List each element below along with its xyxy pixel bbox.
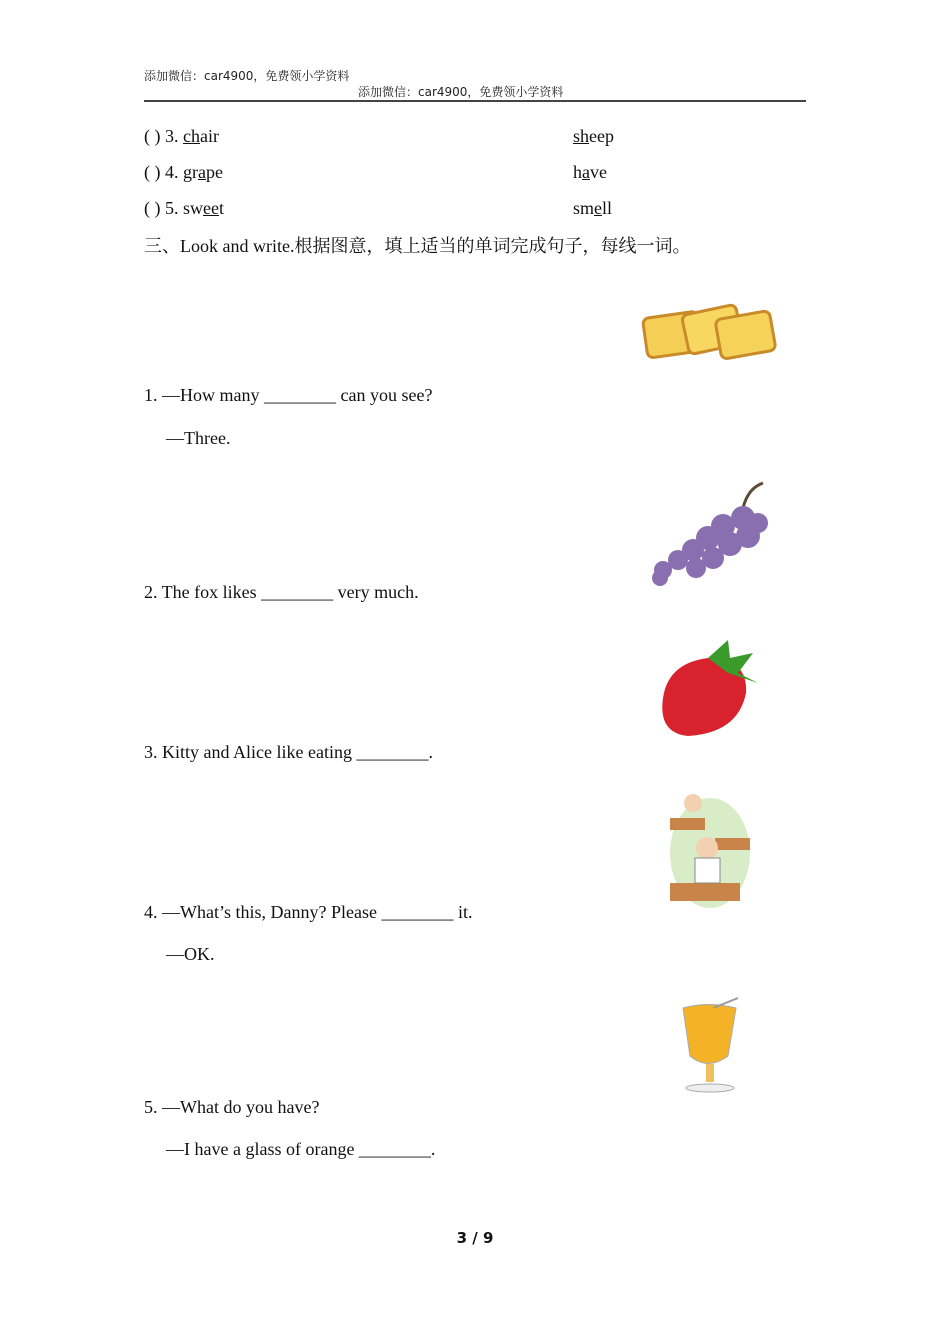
question-1: 1. —How many ________ can you see? [144, 385, 433, 405]
word-underlined: a [582, 162, 590, 182]
word-post: t [219, 198, 225, 218]
matching-item-4 [144, 162, 223, 183]
watermark-1: 添加微信：car4900，免费领小学资料 [144, 69, 350, 83]
students-writing-image [665, 788, 755, 913]
question-3: 3. Kitty and Alice like eating ________. [144, 742, 433, 762]
word-underlined: a [198, 162, 206, 182]
question-4: 4. —What’s this, Danny? Please ________ it. [144, 902, 473, 922]
juice-glass-image [678, 996, 743, 1094]
word-post: ve [590, 162, 607, 182]
word-post: ll [602, 198, 613, 218]
word-underlined: ch [183, 126, 200, 146]
word-pre: gr [183, 162, 198, 182]
matching-option-5 [573, 198, 612, 219]
word-underlined: sh [573, 126, 590, 146]
word-pre: sw [183, 198, 204, 218]
word-underlined: e [594, 198, 603, 218]
question-5: 5. —What do you have? [144, 1097, 320, 1117]
watermark-2: 添加微信：car4900，免费领小学资料 [358, 85, 564, 99]
word-post: air [200, 126, 219, 146]
word-post: eep [589, 126, 614, 146]
item-prefix: ( ) 5. [144, 198, 183, 218]
matching-item-3 [144, 126, 219, 147]
matching-option-3 [573, 126, 614, 147]
grapes-image [648, 478, 778, 586]
matching-item-5 [144, 198, 224, 219]
answer-4: —OK. [166, 944, 215, 964]
matching-option-4 [573, 162, 607, 183]
word-post: pe [206, 162, 223, 182]
header-rule [144, 100, 806, 102]
question-2: 2. The fox likes ________ very much. [144, 582, 419, 602]
strawberry-image [658, 638, 763, 740]
item-prefix: ( ) 3. [144, 126, 183, 146]
item-prefix: ( ) 4. [144, 162, 183, 182]
word-pre: sm [573, 198, 595, 218]
biscuits-image [640, 300, 780, 365]
answer-5: —I have a glass of orange ________. [166, 1139, 436, 1159]
page-number: 3 / 9 [456, 1229, 494, 1247]
word-underlined: ee [203, 198, 219, 218]
section-3-title: 三、Look and write.根据图意，填上适当的单词完成句子，每线一词。 [144, 236, 691, 256]
word-pre: h [573, 162, 582, 182]
answer-1: —Three. [166, 428, 231, 448]
